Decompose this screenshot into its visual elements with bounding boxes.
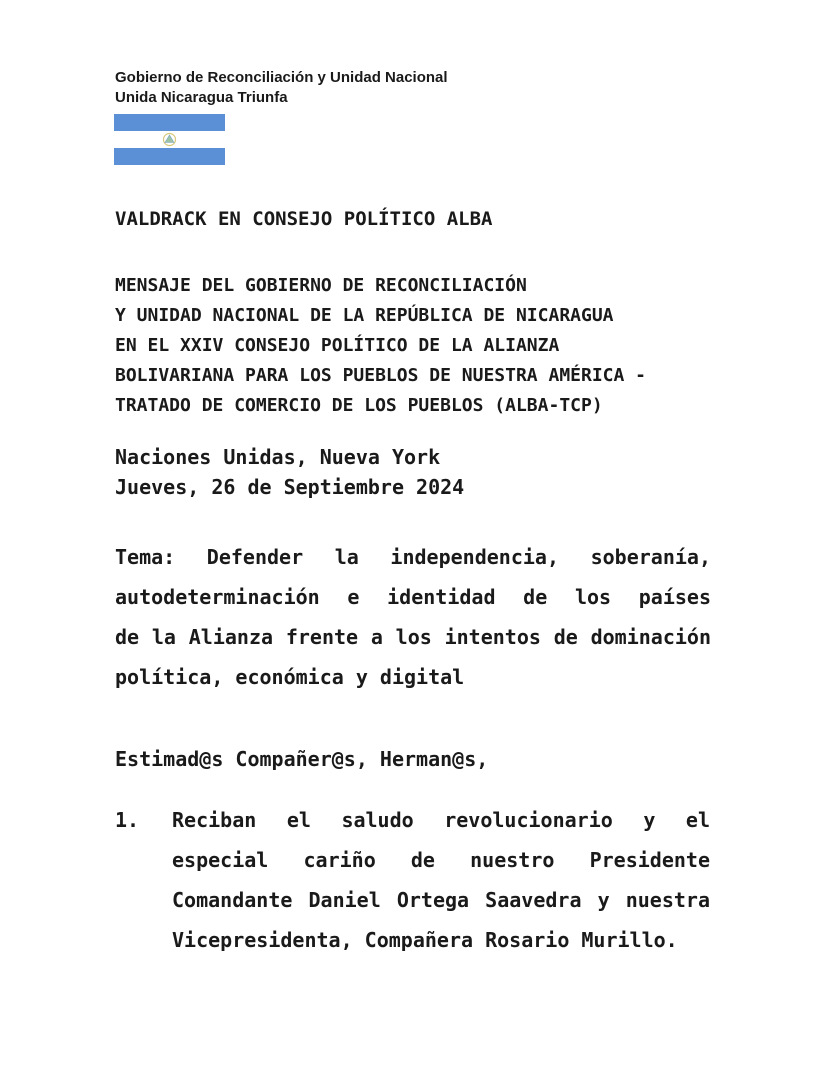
topic-line: de la Alianza frente a los intentos de dominación <box>115 625 711 649</box>
nicaragua-flag-icon <box>114 114 225 165</box>
message-heading <box>115 271 646 421</box>
list-item-line: Vicepresidenta, Compañera Rosario Murillo. <box>172 928 678 952</box>
list-item-number: 1. <box>115 808 140 832</box>
list-item-line: especial cariño de nuestro Presidente <box>172 848 710 872</box>
topic-line: política, económica y digital <box>115 665 465 689</box>
header-slogan: Unida Nicaragua Triunfa <box>115 89 288 106</box>
location-and-date <box>115 442 464 502</box>
list-item-line: Comandante Daniel Ortega Saavedra y nuestra <box>172 888 710 912</box>
topic-paragraph <box>115 537 711 697</box>
message-line: TRATADO DE COMERCIO DE LOS PUEBLOS (ALBA-TCP) <box>115 395 603 416</box>
greeting: Estimad@s Compañer@s, Herman@s, <box>115 747 489 771</box>
topic-line: Tema: Defender la independencia, soberanía, <box>115 545 711 569</box>
message-line: Y UNIDAD NACIONAL DE LA REPÚBLICA DE NICARAGUA <box>115 305 614 326</box>
document-title: VALDRACK EN CONSEJO POLÍTICO ALBA <box>115 208 493 230</box>
topic-line: autodeterminación e identidad de los países <box>115 585 711 609</box>
list-item-line: Reciban el saludo revolucionario y el <box>172 808 710 832</box>
header-government-name: Gobierno de Reconciliación y Unidad Nacional <box>115 69 448 86</box>
message-line: EN EL XXIV CONSEJO POLÍTICO DE LA ALIANZA <box>115 335 560 356</box>
location: Naciones Unidas, Nueva York <box>115 445 441 469</box>
message-line: BOLIVARIANA PARA LOS PUEBLOS DE NUESTRA AMÉRICA - <box>115 365 647 386</box>
list-item <box>172 800 710 960</box>
date: Jueves, 26 de Septiembre 2024 <box>115 475 465 499</box>
message-line: MENSAJE DEL GOBIERNO DE RECONCILIACIÓN <box>115 275 527 296</box>
